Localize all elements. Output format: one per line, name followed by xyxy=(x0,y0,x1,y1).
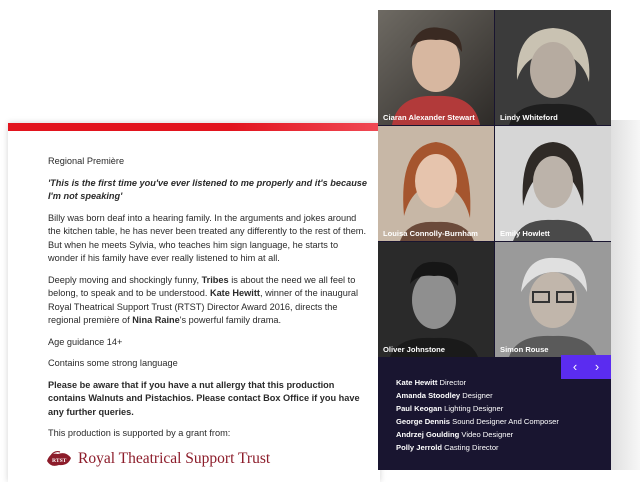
cast-name: Louisa Connolly-Burnham xyxy=(383,229,478,238)
creative-item: Amanda Stoodley Designer xyxy=(396,391,493,400)
cast-card[interactable] xyxy=(495,126,611,241)
playwright-name: Nina Raine xyxy=(132,315,180,325)
cast-name: Lindy Whiteford xyxy=(500,113,558,122)
cast-name: Oliver Johnstone xyxy=(383,345,446,354)
headshot-photo xyxy=(378,10,494,125)
accent-bar xyxy=(8,123,380,131)
cast-card[interactable] xyxy=(378,126,494,241)
rtst-logo-text: RTST xyxy=(52,458,67,464)
premiere-label: Regional Première xyxy=(48,156,125,166)
creative-item: Paul Keogan Lighting Designer xyxy=(396,404,504,413)
support-note: This production is supported by a grant from: xyxy=(48,428,231,438)
sponsor-logo[interactable] xyxy=(44,448,270,470)
creative-item: Kate Hewitt Director xyxy=(396,378,467,387)
cast-card[interactable] xyxy=(495,242,611,357)
headshot-photo xyxy=(378,126,494,241)
cast-card[interactable] xyxy=(378,242,494,357)
creative-item: Andrzej Goulding Video Designer xyxy=(396,430,514,439)
show-title: Tribes xyxy=(201,274,229,285)
next-arrow-icon[interactable]: › xyxy=(594,359,600,374)
allergy-notice: Please be aware that if you have a nut allergy that this production contains Walnuts and Pistachios. Please contact Box Office if you have any further queries. xyxy=(48,379,360,417)
cast-name: Ciaran Alexander Stewart xyxy=(383,113,475,122)
production-info-panel xyxy=(8,123,380,482)
production-description xyxy=(48,155,368,449)
synopsis-paragraph: Billy was born deaf into a hearing family. In the arguments and jokes around the kitchen table, he has never been treated any differently to the rest of them. But when he meets Sylvia, who teaches him sign language, he starts to wonder if his family have ever really listened to him at all. xyxy=(48,212,367,263)
creative-item: George Dennis Sound Designer And Composer xyxy=(396,417,559,426)
cast-name: Simon Rouse xyxy=(500,345,549,354)
pull-quote: 'This is the first time you've ever listened to me properly and it's because I'm not speaking' xyxy=(48,177,368,201)
sponsor-name: Royal Theatrical Support Trust xyxy=(78,450,271,467)
creative-item: Polly Jerrold Casting Director xyxy=(396,443,499,452)
background-edge xyxy=(611,120,640,470)
cast-card[interactable] xyxy=(378,10,494,125)
director-name: Kate Hewitt xyxy=(209,288,260,298)
age-guidance: Age guidance 14+ xyxy=(48,336,123,347)
rtst-crest-icon xyxy=(44,448,74,470)
cast-card[interactable] xyxy=(495,10,611,125)
headshot-photo xyxy=(495,126,611,241)
content-warning: Contains some strong language xyxy=(48,358,178,368)
about-paragraph: Deeply moving and shockingly funny, Tribes is about the need we all feel to belong, to speak and to be understood. Kate Hewitt, winner of the inaugural Royal Theatrical Support Trust (RTST) Director Award 2016, directs the regional première of Nina Raine's powerful family drama. xyxy=(48,274,359,325)
cast-creative-panel xyxy=(378,10,611,470)
prev-arrow-icon[interactable]: ‹ xyxy=(572,359,578,374)
cast-name: Emily Howlett xyxy=(500,229,550,238)
creative-team-list xyxy=(396,376,559,454)
headshot-photo xyxy=(495,10,611,125)
headshot-photo xyxy=(378,242,494,357)
carousel-nav xyxy=(561,355,611,379)
headshot-photo xyxy=(495,242,611,357)
